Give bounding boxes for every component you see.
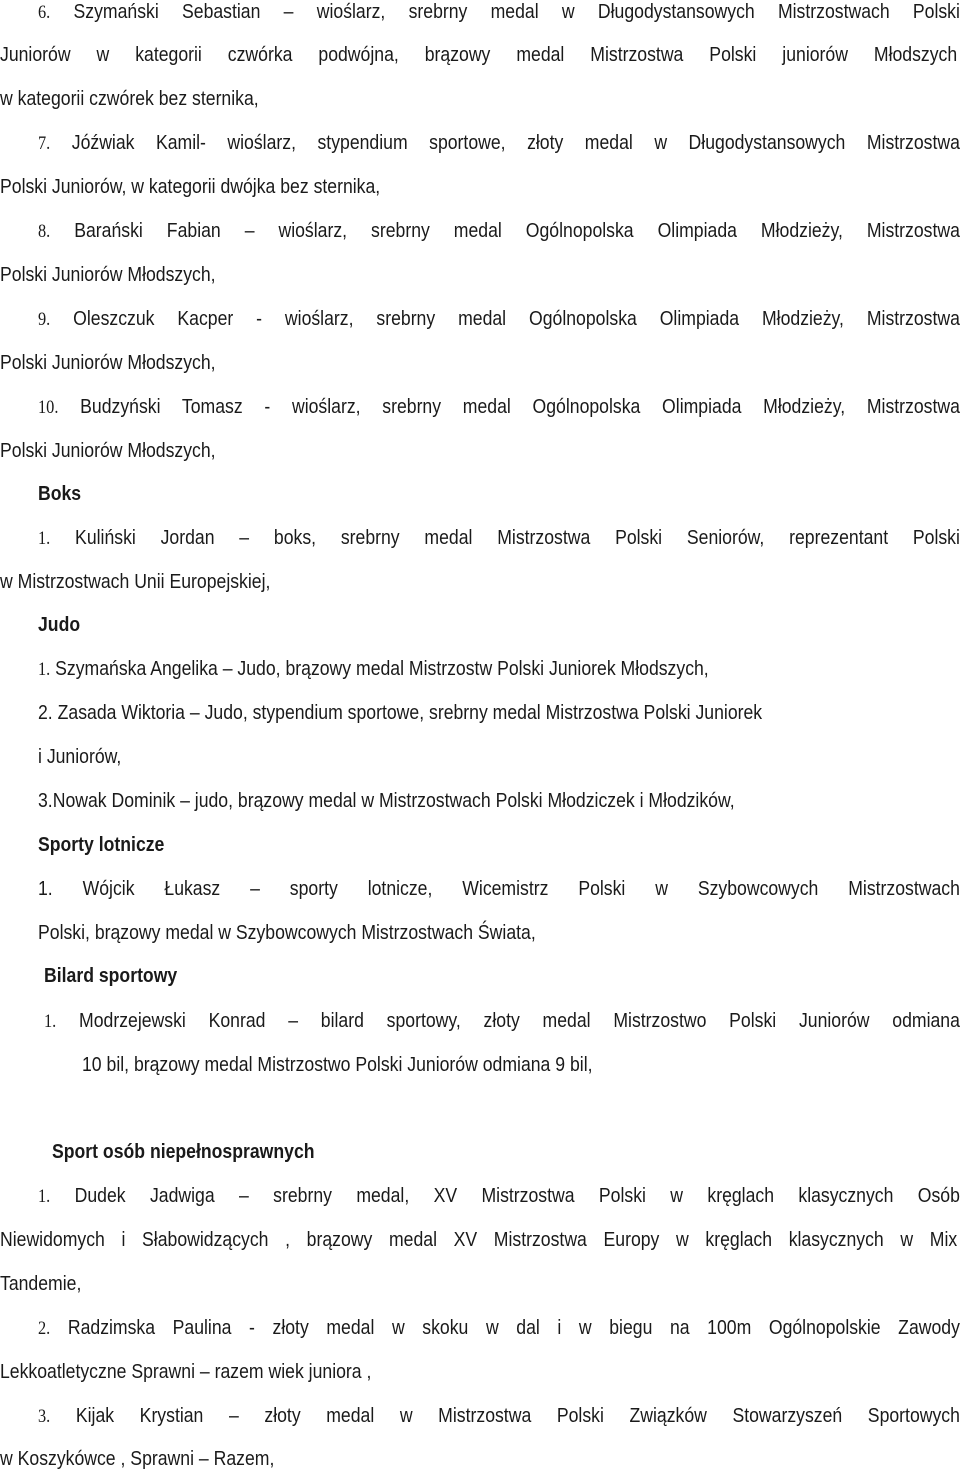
item-number: 2. [38, 1318, 51, 1339]
list-item-continuation: Tandemie, [0, 1272, 82, 1295]
item-number: 10. [38, 397, 59, 418]
item-text: Szymański Sebastian – wioślarz, srebrny medal w Długodystansowych Mistrzostwach Polski [73, 0, 960, 23]
list-item [44, 1009, 960, 1034]
list-item [38, 789, 864, 813]
list-item [38, 701, 864, 725]
item-number: 1. [38, 659, 51, 680]
list-item [38, 1184, 960, 1209]
item-text: Kijak Krystian – złoty medal w Mistrzostwa Polski Związków Stowarzyszeń Sportowych [75, 1404, 960, 1427]
section-heading: Sport osób niepełnosprawnych [52, 1140, 315, 1163]
list-item [38, 657, 864, 682]
list-item-continuation: Lekkoatletyczne Sprawni – razem wiek juniora , [0, 1360, 372, 1383]
item-text: Zasada Wiktoria – Judo, stypendium sportowe, srebrny medal Mistrzostwa Polski Juniorek [57, 701, 763, 724]
item-text: Barański Fabian – wioślarz, srebrny medal Ogólnopolska Olimpiada Młodzieży, Mistrzostwa [74, 219, 960, 242]
item-number: 6. [38, 2, 51, 23]
list-item-continuation: 10 bil, brązowy medal Mistrzostwo Polski Juniorów odmiana 9 bil, [82, 1053, 593, 1076]
item-number: 2. [38, 701, 53, 724]
list-item [38, 0, 960, 25]
list-item [38, 1404, 960, 1429]
item-text: Szymańska Angelika – Judo, brązowy medal Mistrzostw Polski Juniorek Młodszych, [55, 657, 709, 680]
item-number: 1. [44, 1011, 57, 1032]
section-heading: Judo [38, 613, 81, 636]
list-item-continuation: Polski Juniorów Młodszych, [0, 263, 216, 286]
list-item [38, 131, 960, 156]
list-item [38, 307, 960, 332]
list-item-continuation: i Juniorów, [38, 745, 122, 768]
list-item [38, 526, 960, 551]
item-number: 1. [38, 1186, 51, 1207]
item-text: Jóźwiak Kamil- wioślarz, stypendium sportowe, złoty medal w Długodystansowych Mistrzostwa [71, 131, 960, 154]
section-heading: Sporty lotnicze [38, 833, 165, 856]
item-number: 3. [38, 789, 53, 812]
section-heading: Boks [38, 482, 82, 505]
item-text: Kuliński Jordan – boks, srebrny medal Mistrzostwa Polski Seniorów, reprezentant Polski [75, 526, 960, 549]
list-item-continuation: Juniorów w kategorii czwórka podwójna, brązowy medal Mistrzostwa Polski juniorów Młodszych [0, 43, 958, 66]
item-number: 9. [38, 309, 51, 330]
list-item [38, 877, 960, 901]
item-text: Radzimska Paulina - złoty medal w skoku w dal i w biegu na 100m Ogólnopolskie Zawody [67, 1316, 960, 1339]
item-text: Wójcik Łukasz – sporty lotnicze, Wicemistrz Polski w Szybowcowych Mistrzostwach [82, 877, 960, 900]
list-item-continuation: w Koszykówce , Sprawni – Razem, [0, 1447, 275, 1470]
list-item-continuation: w Mistrzostwach Unii Europejskiej, [0, 570, 271, 593]
item-number: 1. [38, 528, 51, 549]
item-number: 8. [38, 221, 51, 242]
list-item [38, 219, 960, 244]
list-item-continuation: Polski Juniorów Młodszych, [0, 439, 216, 462]
list-item-continuation: Polski, brązowy medal w Szybowcowych Mistrzostwach Świata, [38, 921, 536, 944]
section-heading: Bilard sportowy [44, 964, 178, 987]
list-item [38, 1316, 960, 1341]
item-text: Dudek Jadwiga – srebrny medal, XV Mistrzostwa Polski w kręglach klasycznych Osób [74, 1184, 960, 1207]
item-text: Oleszczuk Kacper - wioślarz, srebrny medal Ogólnopolska Olimpiada Młodzieży, Mistrzostwa [73, 307, 960, 330]
item-text: Modrzejewski Konrad – bilard sportowy, złoty medal Mistrzostwo Polski Juniorów odmiana [79, 1009, 960, 1032]
list-item-continuation: Polski Juniorów, w kategorii dwójka bez sternika, [0, 175, 381, 198]
item-text: Budzyński Tomasz - wioślarz, srebrny medal Ogólnopolska Olimpiada Młodzieży, Mistrzostwa [80, 395, 960, 418]
item-number: 1. [38, 877, 53, 900]
list-item-continuation: Polski Juniorów Młodszych, [0, 351, 216, 374]
item-number: 7. [38, 133, 51, 154]
list-item-continuation: Niewidomych i Słabowidzących , brązowy medal XV Mistrzostwa Europy w kręglach klasycznych w Mix [0, 1228, 958, 1251]
list-item [38, 395, 960, 420]
item-number: 3. [38, 1406, 51, 1427]
item-text: Nowak Dominik – judo, brązowy medal w Mistrzostwach Polski Młodziczek i Młodzików, [52, 789, 735, 812]
list-item-continuation: w kategorii czwórek bez sternika, [0, 87, 259, 110]
